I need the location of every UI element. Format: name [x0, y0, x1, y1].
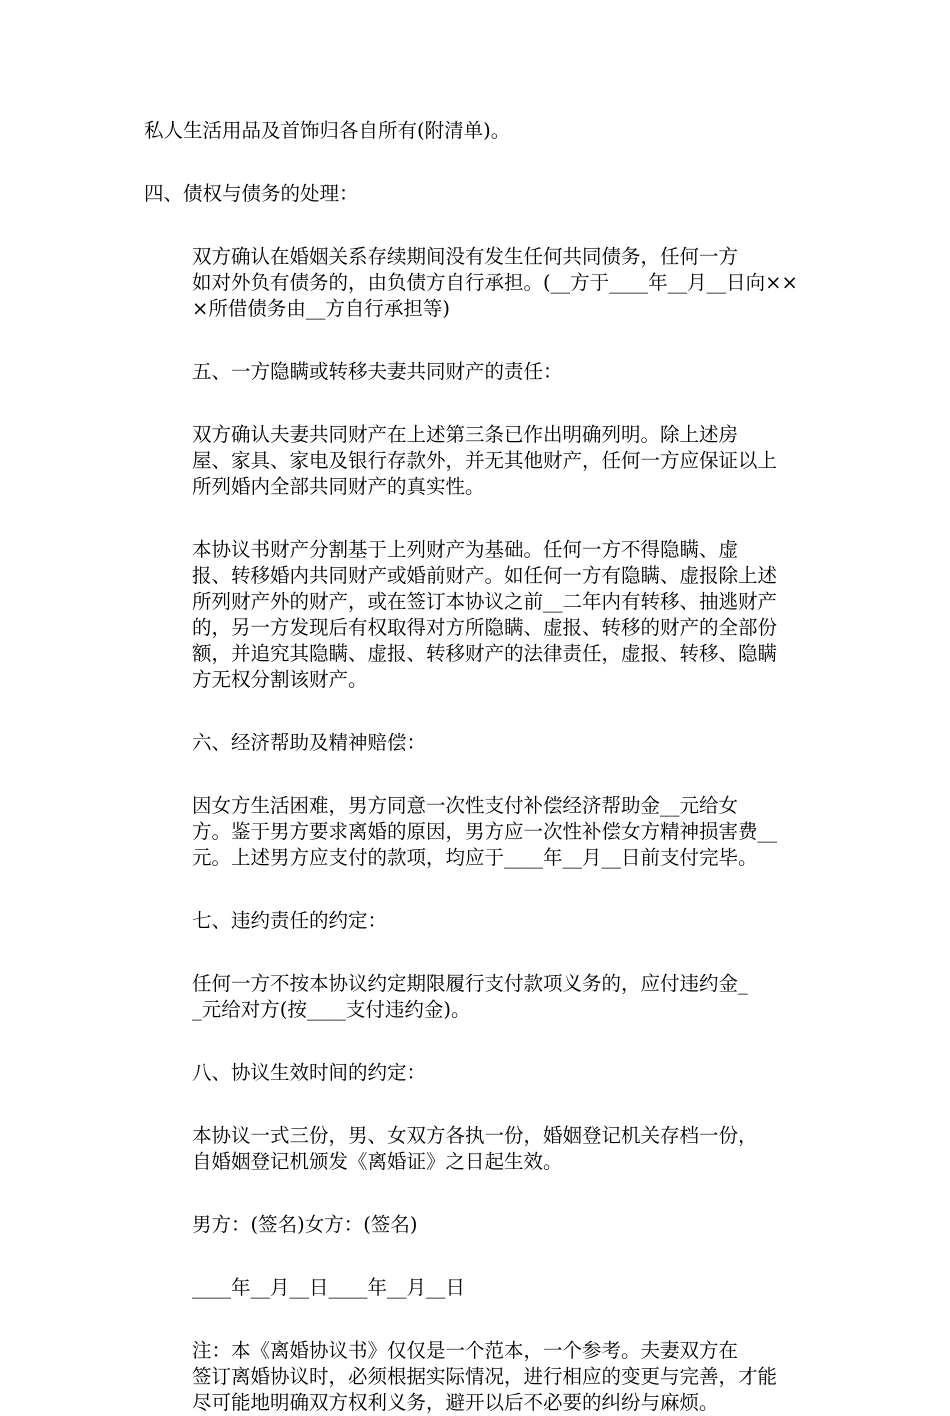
text-line: 的，另一方发现后有权取得对方所隐瞒、虚报、转移的财产的全部份 — [192, 616, 778, 639]
paragraph — [144, 1212, 810, 1238]
text-line: 元。上述男方应支付的款项，均应于____年__月__日前支付完毕。 — [192, 846, 758, 869]
text-line: 方无权分割该财产。 — [192, 668, 368, 691]
text-line: 屋、家具、家电及银行存款外，并无其他财产，任何一方应保证以上 — [192, 449, 778, 472]
text-line: 签订离婚协议时，必须根据实际情况，进行相应的变更与完善，才能 — [192, 1365, 778, 1388]
text-line: 七、违约责任的约定： — [192, 909, 388, 932]
text-line: 五、一方隐瞒或转移夫妻共同财产的责任： — [192, 360, 563, 383]
paragraph — [144, 1123, 810, 1175]
text-line: 私人生活用品及首饰归各自所有(附清单)。 — [144, 119, 511, 142]
text-line: 男方：(签名)女方：(签名) — [192, 1213, 418, 1236]
section-heading — [144, 1060, 810, 1086]
document-body — [144, 118, 810, 1416]
text-line: _元给对方(按____支付违约金)。 — [192, 998, 471, 1021]
text-line: 八、协议生效时间的约定： — [192, 1061, 427, 1084]
text-line: 自婚姻登记机颁发《离婚证》之日起生效。 — [192, 1150, 563, 1173]
paragraph — [144, 422, 810, 500]
paragraph — [144, 1275, 810, 1301]
section-heading — [144, 908, 810, 934]
text-line: 报、转移婚内共同财产或婚前财产。如任何一方有隐瞒、虚报除上述 — [192, 564, 778, 587]
paragraph — [144, 971, 810, 1023]
text-line: 所列婚内全部共同财产的真实性。 — [192, 475, 485, 498]
paragraph — [144, 1338, 810, 1416]
section-heading — [144, 181, 810, 207]
section-heading — [144, 359, 810, 385]
text-line: 尽可能地明确双方权利义务，避开以后不必要的纠纷与麻烦。 — [192, 1391, 719, 1414]
text-line: 双方确认夫妻共同财产在上述第三条已作出明确列明。除上述房 — [192, 423, 739, 446]
text-line: 方。鉴于男方要求离婚的原因，男方应一次性补偿女方精神损害费__ — [192, 820, 778, 843]
text-line: 四、债权与债务的处理： — [144, 182, 359, 205]
text-line: 额，并追究其隐瞒、虚报、转移财产的法律责任，虚报、转移、隐瞒 — [192, 642, 778, 665]
paragraph — [144, 118, 810, 144]
text-line: 因女方生活困难，男方同意一次性支付补偿经济帮助金__元给女 — [192, 794, 739, 817]
paragraph — [144, 537, 810, 693]
text-line: 任何一方不按本协议约定期限履行支付款项义务的，应付违约金_ — [192, 972, 748, 995]
text-line: ____年__月__日____年__月__日 — [192, 1276, 466, 1299]
text-line: 本协议一式三份，男、女双方各执一份，婚姻登记机关存档一份， — [192, 1124, 758, 1147]
text-line: 注：本《离婚协议书》仅仅是一个范本，一个参考。夫妻双方在 — [192, 1339, 739, 1362]
text-line: 六、经济帮助及精神赔偿： — [192, 731, 427, 754]
text-line: 本协议书财产分割基于上列财产为基础。任何一方不得隐瞒、虚 — [192, 538, 739, 561]
paragraph — [144, 793, 810, 871]
text-line: 双方确认在婚姻关系存续期间没有发生任何共同债务，任何一方 — [192, 245, 739, 268]
text-line: 所列财产外的财产，或在签订本协议之前__二年内有转移、抽逃财产 — [192, 590, 778, 613]
section-heading — [144, 730, 810, 756]
paragraph — [144, 244, 810, 322]
text-line: 如对外负有债务的，由负债方自行承担。(__方于____年__月__日向×× — [192, 271, 798, 294]
text-line: ×所借债务由__方自行承担等) — [192, 297, 450, 320]
